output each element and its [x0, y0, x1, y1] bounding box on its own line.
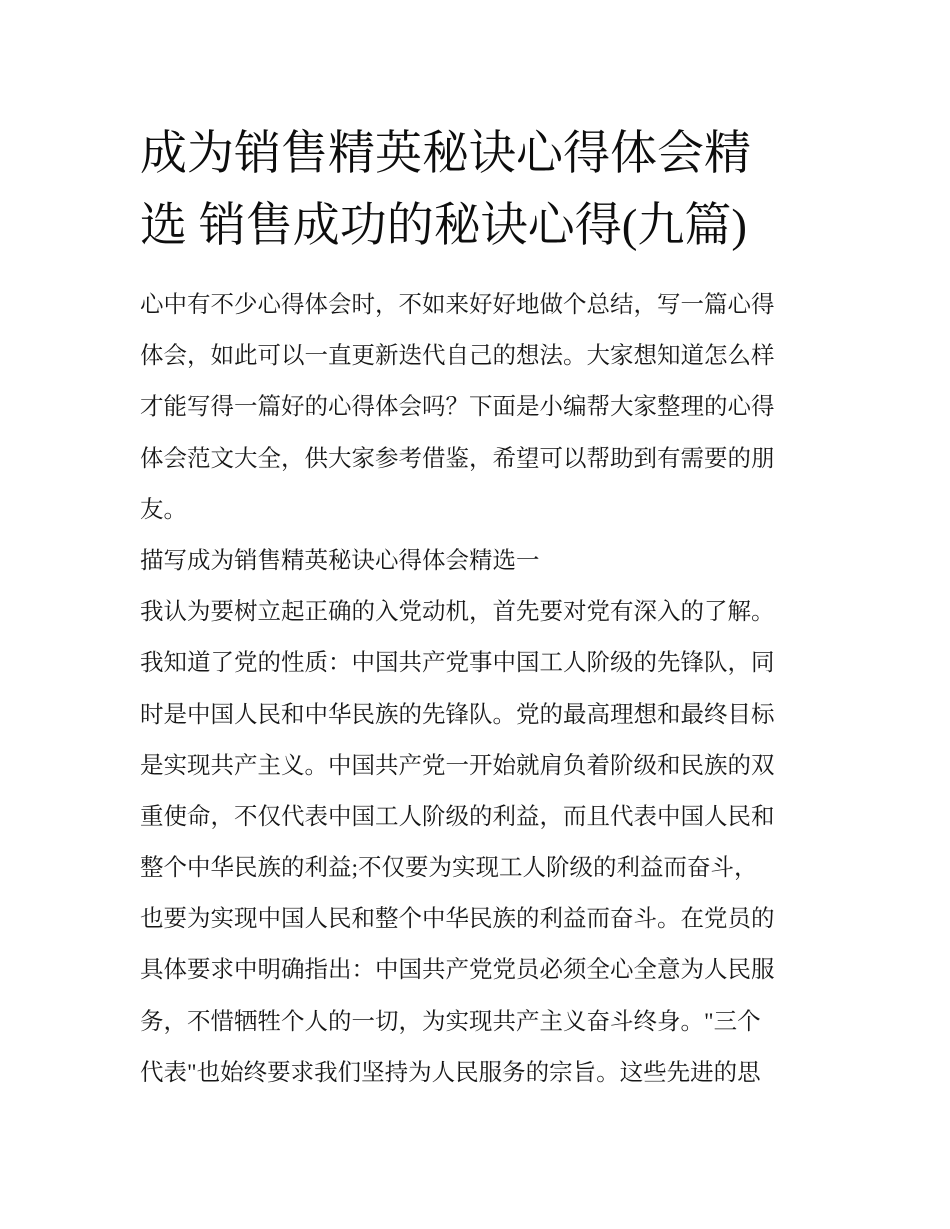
document-body — [140, 280, 830, 1099]
section-heading: 描写成为销售精英秘诀心得体会精选一 — [140, 547, 540, 574]
section-paragraph — [140, 587, 830, 1099]
document-title — [140, 118, 820, 262]
text-line: 整个中华民族的利益;不仅要为实现工人阶级的利益而奋斗， — [140, 855, 758, 882]
text-line: 具体要求中明确指出：中国共产党党员必须全心全意为人民服 — [140, 957, 775, 984]
intro-paragraph — [140, 280, 830, 536]
text-line: 重使命，不仅代表中国工人阶级的利益，而且代表中国人民和 — [140, 803, 775, 830]
text-line: 务，不惜牺牲个人的一切，为实现共产主义奋斗终身。"三个 — [140, 1008, 761, 1035]
text-line: 代表"也始终要求我们坚持为人民服务的宗旨。这些先进的思 — [140, 1059, 761, 1086]
text-line: 体会，如此可以一直更新迭代自己的想法。大家想知道怎么样 — [140, 343, 775, 370]
text-line: 是实现共产主义。中国共产党一开始就肩负着阶级和民族的双 — [140, 752, 775, 779]
text-line: 我知道了党的性质：中国共产党事中国工人阶级的先锋队，同 — [140, 650, 775, 677]
text-line: 才能写得一篇好的心得体会吗？下面是小编帮大家整理的心得 — [140, 394, 775, 421]
text-line: 我认为要树立起正确的入党动机，首先要对党有深入的了解。 — [140, 599, 775, 626]
text-line: 心中有不少心得体会时，不如来好好地做个总结，写一篇心得 — [140, 292, 775, 318]
text-line: 体会范文大全，供大家参考借鉴，希望可以帮助到有需要的朋 — [140, 445, 775, 472]
text-line: 时是中国人民和中华民族的先锋队。党的最高理想和最终目标 — [140, 701, 775, 728]
title-line: 成为销售精英秘诀心得体会精 — [140, 128, 751, 180]
text-line: 友。 — [140, 496, 187, 523]
text-line: 也要为实现中国人民和整个中华民族的利益而奋斗。在党员的 — [140, 906, 775, 933]
title-line: 选 销售成功的秘诀心得(九篇) — [140, 200, 748, 252]
